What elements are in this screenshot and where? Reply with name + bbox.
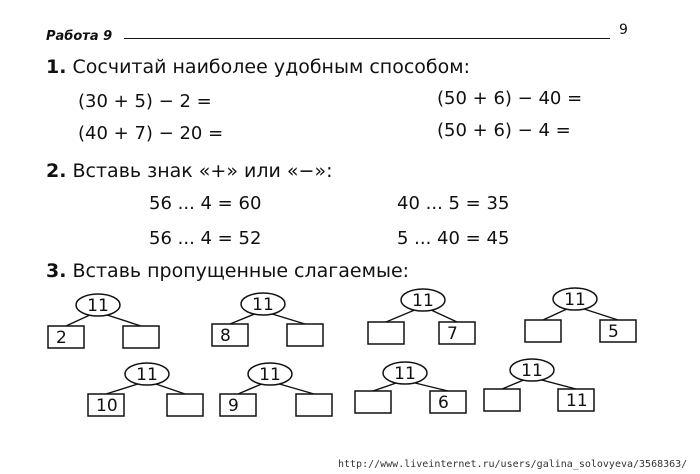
number-tree [88,363,203,416]
number-tree [355,362,466,413]
task2-exercise-3: 40 ... 5 = 35 [397,193,510,214]
number-tree [48,294,159,348]
tree-branch-right [538,379,576,389]
tree-branch-right [276,383,314,394]
tree-branch-right [581,308,618,320]
number-tree [212,293,323,346]
task3-instruction: Вставь пропущенные слагаемые: [72,260,410,282]
tree-total: 11 [394,364,416,384]
addend-value-right: 5 [608,322,619,342]
addend-value-left: 9 [228,396,239,416]
tree-total: 11 [521,361,543,381]
addend-box-left[interactable] [368,322,404,344]
tree-branch-right [104,314,141,326]
number-tree [525,288,636,342]
task2-number: 2. [46,160,67,182]
task1-exercise-1: (30 + 5) − 2 = [78,91,212,112]
page-number: 9 [619,22,628,38]
addend-value-right: 7 [447,324,458,344]
task2-exercise-2: 56 ... 4 = 52 [149,228,262,249]
task1-instruction: Сосчитай наиболее удобным способом: [72,56,470,78]
number-tree [220,363,332,416]
addend-value-left: 8 [220,326,231,346]
tree-branch-right [411,382,448,391]
addend-box-left[interactable] [355,391,391,413]
addend-value-right: 6 [438,393,449,413]
worksheet-title: Работа 9 [46,29,113,44]
tree-total: 11 [252,295,274,315]
addend-box-right[interactable] [123,326,159,348]
addend-box-left[interactable] [484,389,520,411]
tree-total: 11 [412,291,434,311]
addend-box-right[interactable] [167,394,203,416]
task1-exercise-3: (50 + 6) − 40 = [437,88,583,109]
addend-box-right[interactable] [296,394,332,416]
source-url: http://www.liveinternet.ru/users/galina_solovyeva/3568363/ [338,459,688,470]
addend-value-right: 11 [566,391,588,411]
tree-total: 11 [564,290,586,310]
tree-total: 11 [136,365,158,385]
addend-value-left: 10 [96,396,118,416]
task1-number: 1. [46,56,67,78]
tree-total: 11 [259,365,281,385]
task2-exercise-1: 56 ... 4 = 60 [149,193,262,214]
task2-exercise-4: 5 ... 40 = 45 [397,228,510,249]
addend-value-left: 2 [56,328,67,348]
task1-exercise-4: (50 + 6) − 4 = [437,120,571,141]
task3-number: 3. [46,260,67,282]
addend-box-right[interactable] [287,324,323,346]
tree-total: 11 [87,296,109,316]
number-tree [484,359,594,411]
task1-exercise-2: (40 + 7) − 20 = [78,123,224,144]
task2-instruction: Вставь знак «+» или «−»: [72,160,333,182]
number-tree [368,289,475,344]
tree-branch-right [269,313,305,324]
addend-box-left[interactable] [525,320,561,342]
